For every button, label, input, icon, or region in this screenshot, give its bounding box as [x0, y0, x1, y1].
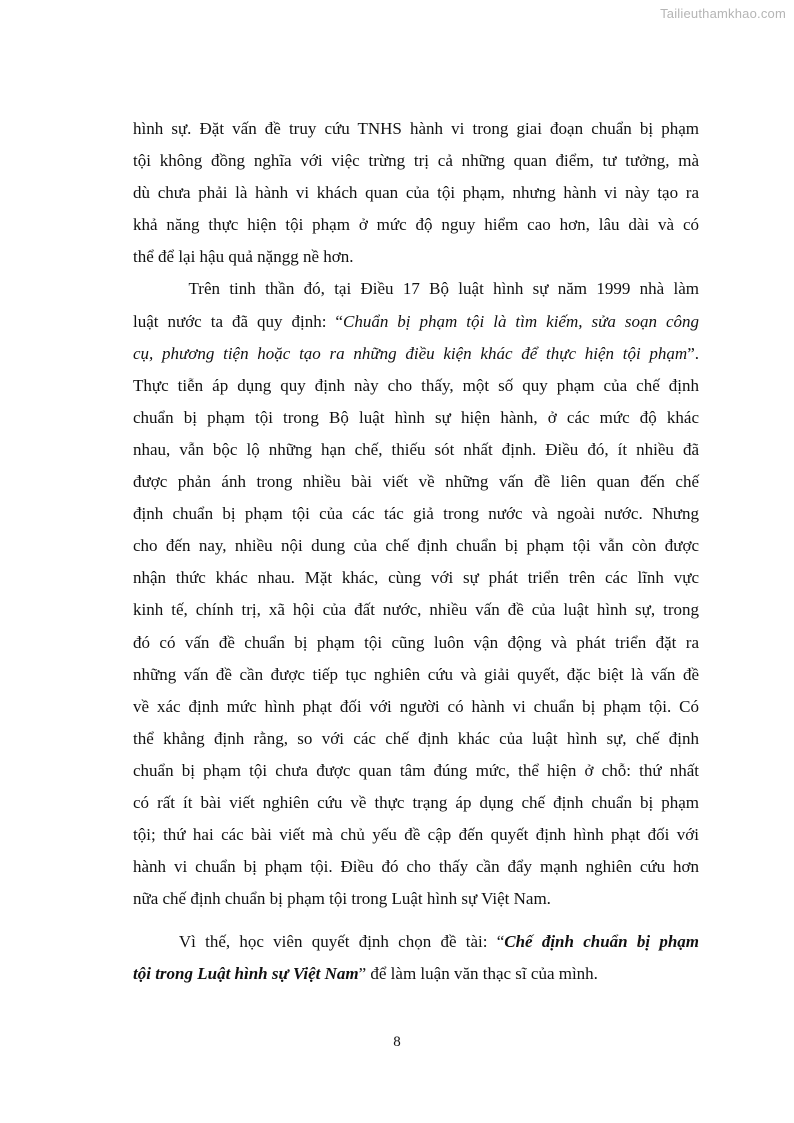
text-line: hành vi chuẩn bị phạm tội. Điều đó cho thấy cần đẩy mạnh nghiên cứu hơn — [133, 857, 699, 877]
text-line: tội trong Luật hình sự Việt Nam” để làm luận văn thạc sĩ của mình. — [133, 964, 598, 984]
text-line: nhận thức khác nhau. Mặt khác, cùng với sự phát triển trên các lĩnh vực — [133, 568, 699, 588]
text-line: khả năng thực hiện tội phạm ở mức độ nguy hiểm cao hơn, lâu dài và có — [133, 215, 699, 235]
text-line: Vì thế, học viên quyết định chọn đề tài: “Chế định chuẩn bị phạm — [133, 932, 699, 952]
text-line: hình sự. Đặt vấn đề truy cứu TNHS hành vi trong giai đoạn chuẩn bị phạm — [133, 119, 699, 138]
text-line: có rất ít bài viết nghiên cứu về thực trạng áp dụng chế định chuẩn bị phạm — [133, 792, 699, 812]
text-line: được phản ánh trong nhiều bài viết về những vấn đề liên quan đến chế — [133, 472, 699, 492]
text-line: chuẩn bị phạm tội trong Bộ luật hình sự hiện hành, ở các mức độ khác — [133, 407, 699, 427]
text-line: Thực tiễn áp dụng quy định này cho thấy, một số quy phạm của chế định — [133, 375, 699, 395]
text-line: luật nước ta đã quy định: “Chuẩn bị phạm tội là tìm kiếm, sửa soạn công — [133, 311, 700, 331]
paragraph-2 — [133, 273, 699, 915]
text-line: nhau, vẫn bộc lộ những hạn chế, thiếu sót nhất định. Điều đó, ít nhiều đã — [133, 439, 699, 459]
paragraph-3 — [133, 926, 699, 990]
text-line: những vấn đề cần được tiếp tục nghiên cứu và giải quyết, đặc biệt là vấn đề — [133, 664, 699, 684]
text-line: dù chưa phải là hành vi khách quan của tội phạm, nhưng hành vi này tạo ra — [133, 183, 699, 203]
text-line: thể khẳng định rằng, so với các chế định khác của luật hình sự, chế định — [133, 728, 699, 748]
text-line: tội không đồng nghĩa với việc trừng trị cả những quan điểm, tư tưởng, mà — [133, 151, 699, 171]
text-line: chuẩn bị phạm tội chưa được quan tâm đúng mức, thể hiện ở chỗ: thứ nhất — [133, 760, 699, 780]
text-line: Trên tinh thần đó, tại Điều 17 Bộ luật hình sự năm 1999 nhà làm — [133, 279, 699, 299]
quote-italic: Chuẩn bị phạm tội là tìm kiếm, sửa soạn công — [342, 311, 700, 331]
watermark: Tailieuthamkhao.com — [660, 6, 786, 21]
thesis-title: tội trong Luật hình sự Việt Nam — [133, 964, 359, 984]
text-line: cụ, phương tiện hoặc tạo ra những điều kiện khác để thực hiện tội phạm”. — [133, 343, 699, 363]
text-line: kinh tế, chính trị, xã hội của đất nước, nhiều vấn đề của luật hình sự, trong — [133, 600, 699, 620]
quote-italic: cụ, phương tiện hoặc tạo ra những điều kiện khác để thực hiện tội phạm — [133, 343, 688, 363]
document-body — [133, 113, 699, 991]
thesis-title: Chế định chuẩn bị phạm — [504, 932, 699, 952]
page-number: 8 — [393, 1034, 401, 1050]
text-line: nữa chế định chuẩn bị phạm tội trong Luật hình sự Việt Nam. — [133, 889, 551, 909]
text-line: thể để lại hậu quả nặngg nề hơn. — [133, 247, 354, 267]
text-line: tội; thứ hai các bài viết mà chủ yếu đề cập đến quyết định hình phạt đối với — [133, 825, 699, 845]
text-line: về xác định mức hình phạt đối với người có hành vi chuẩn bị phạm tội. Có — [133, 696, 699, 716]
text-line: cho đến nay, nhiều nội dung của chế định chuẩn bị phạm tội vẫn còn được — [133, 536, 699, 556]
text-line: đó có vấn đề chuẩn bị phạm tội cũng luôn vận động và phát triển đặt ra — [133, 632, 699, 652]
text-line: định chuẩn bị phạm tội của các tác giả trong nước và ngoài nước. Nhưng — [133, 504, 699, 524]
paragraph-1 — [133, 113, 699, 273]
